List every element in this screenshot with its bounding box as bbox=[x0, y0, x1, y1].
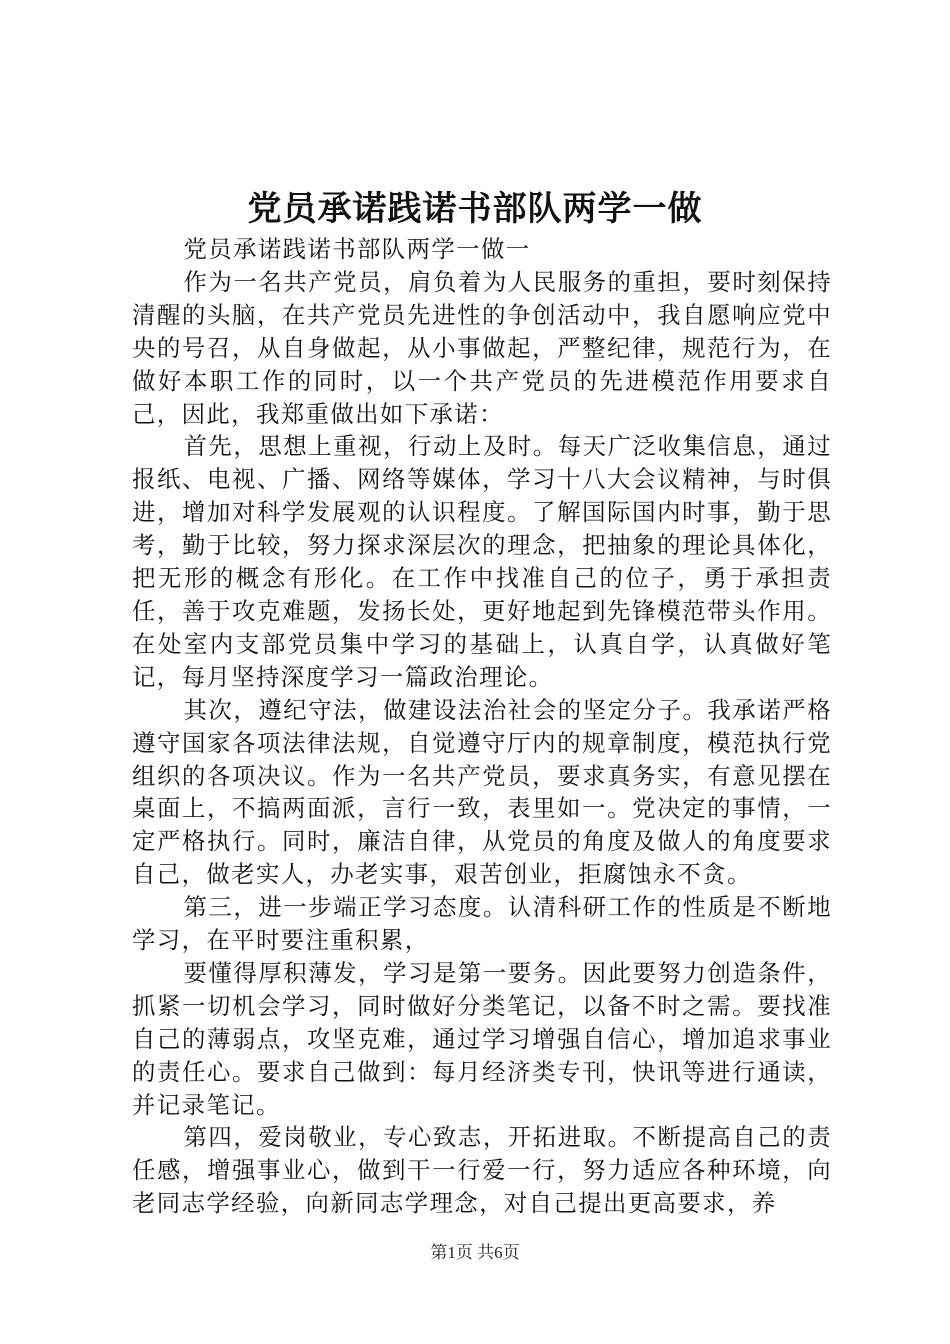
paragraph-first: 首先，思想上重视，行动上及时。每天广泛收集信息，通过报纸、电视、广播、网络等媒体，学习十八大会议精神，与时俱进，增加对科学发展观的认识程度。了解国际国内时事，勤于思考，勤于比较，努力探求深层次的理念，把抽象的理论具体化，把无形的概念有形化。在工作中找准自己的位子，勇于承担责任，善于攻克难题，发扬长处，更好地起到先锋模范带头作用。在处室内支部党员集中学习的基础上，认真自学，认真做好笔记，每月坚持深度学习一篇政治理论。 bbox=[132, 432, 832, 691]
paragraph-second: 其次，遵纪守法，做建设法治社会的坚定分子。我承诺严格遵守国家各项法律法规，自觉遵守厅内的规章制度，模范执行党组织的各项决议。作为一名共产党员，要求真务实，有意见摆在桌面上，不搞两面派，言行一致，表里如一。党决定的事情，一定严格执行。同时，廉洁自律，从党员的角度及做人的角度要求自己，做老实人，办老实事，艰苦创业，拒腐蚀永不贪。 bbox=[132, 695, 832, 889]
paragraph-third: 第三，进一步端正学习态度。认清科研工作的性质是不断地学习，在平时要注重积累， bbox=[132, 893, 832, 955]
page-number-footer: 第1页 共6页 bbox=[430, 1243, 520, 1262]
paragraph-third-continued: 要懂得厚积薄发，学习是第一要务。因此要努力创造条件，抓紧一切机会学习，同时做好分类笔记，以备不时之需。要找准自己的薄弱点，攻坚克难，通过学习增强自信心，增加追求事业的责任心。要求自己做到：每月经济类专刊，快讯等进行通读，并记录笔记。 bbox=[132, 958, 832, 1119]
document-body bbox=[132, 233, 832, 1220]
paragraph-subtitle: 党员承诺践诺书部队两学一做一 bbox=[183, 235, 531, 263]
document-title: 党员承诺践诺书部队两学一做 bbox=[247, 189, 703, 229]
paragraph-fourth: 第四，爱岗敬业，专心致志，开拓进取。不断提高自己的责任感，增强事业心，做到干一行爱一行，努力适应各种环境，向老同志学经验，向新同志学理念，对自己提出更高要求，养 bbox=[132, 1123, 832, 1218]
paragraph-intro: 作为一名共产党员，肩负着为人民服务的重担，要时刻保持清醒的头脑，在共产党员先进性的争创活动中，我自愿响应党中央的号召，从自身做起，从小事做起，严整纪律，规范行为，在做好本职工作的同时，以一个共产党员的先进模范作用要求自己，因此，我郑重做出如下承诺： bbox=[132, 267, 832, 428]
